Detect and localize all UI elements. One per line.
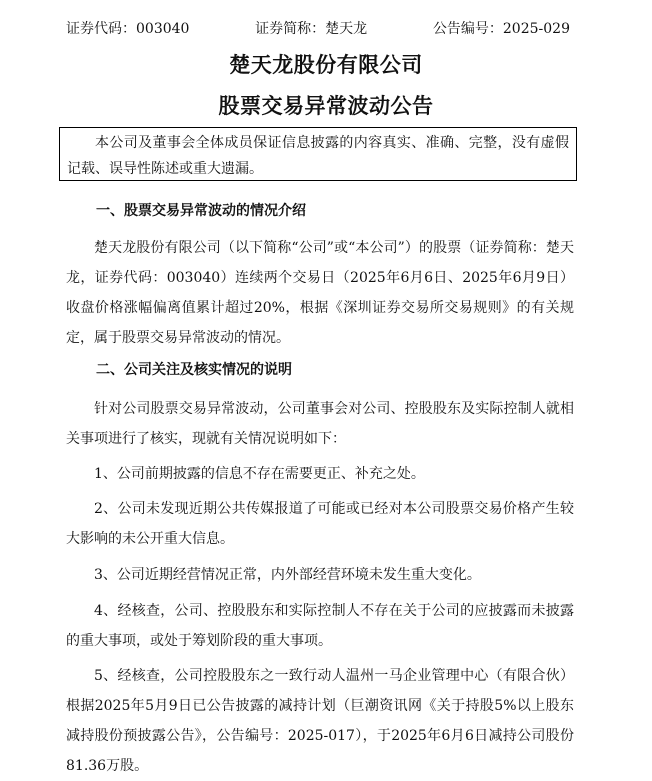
section-2-item-4: 4、经核查，公司、控股股东和实际控制人不存在关于公司的应披露而未披露的重大事项，或处于筹划阶段的重大事项。 [66,603,574,649]
stock-name: 证券简称：楚天龙 [255,21,368,37]
announcement-number: 公告编号：2025-029 [432,21,570,37]
document-header [66,20,570,38]
section-2-item-5: 5、经核查，公司控股股东之一致行动人温州一马企业管理中心（有限合伙）根据2025年5月9日已公告披露的减持计划（巨潮资讯网《关于持股5%以上股东减持股份预披露公告》，公告编号：2025-017），于2025年6月6日减持公司股份81.36万股。 [66,668,574,774]
section-1-paragraph-1: 楚天龙股份有限公司（以下简称“公司”或“本公司”）的股票（证券简称：楚天龙，证券代码：003040）连续两个交易日（2025年6月6日、2025年6月9日）收盘价格涨幅偏离值累计超过20%，根据《深圳证券交易所交易规则》的有关规定，属于股票交易异常波动的情况。 [66,240,574,346]
stock-code: 证券代码：003040 [66,21,190,37]
section-1-heading: 一、股票交易异常波动的情况介绍 [96,203,306,219]
section-2-heading: 二、公司关注及核实情况的说明 [96,362,292,378]
section-2-paragraph-1: 针对公司股票交易异常波动，公司董事会对公司、控股股东及实际控制人就相关事项进行了核实，现就有关情况说明如下： [66,401,574,447]
company-title: 楚天龙股份有限公司 [229,53,423,77]
section-2-item-3: 3、公司近期经营情况正常，内外部经营环境未发生重大变化。 [94,567,481,583]
disclaimer-statement-box [59,127,577,181]
announcement-title: 股票交易异常波动公告 [218,94,434,118]
disclaimer-statement: 本公司及董事会全体成员保证信息披露的内容真实、准确、完整，没有虚假记载、误导性陈述或重大遗漏。 [67,135,569,177]
section-2-item-2: 2、公司未发现近期公共传媒报道了可能或已经对本公司股票交易价格产生较大影响的未公开重大信息。 [66,501,574,547]
section-2-item-1: 1、公司前期披露的信息不存在需要更正、补充之处。 [94,466,425,482]
